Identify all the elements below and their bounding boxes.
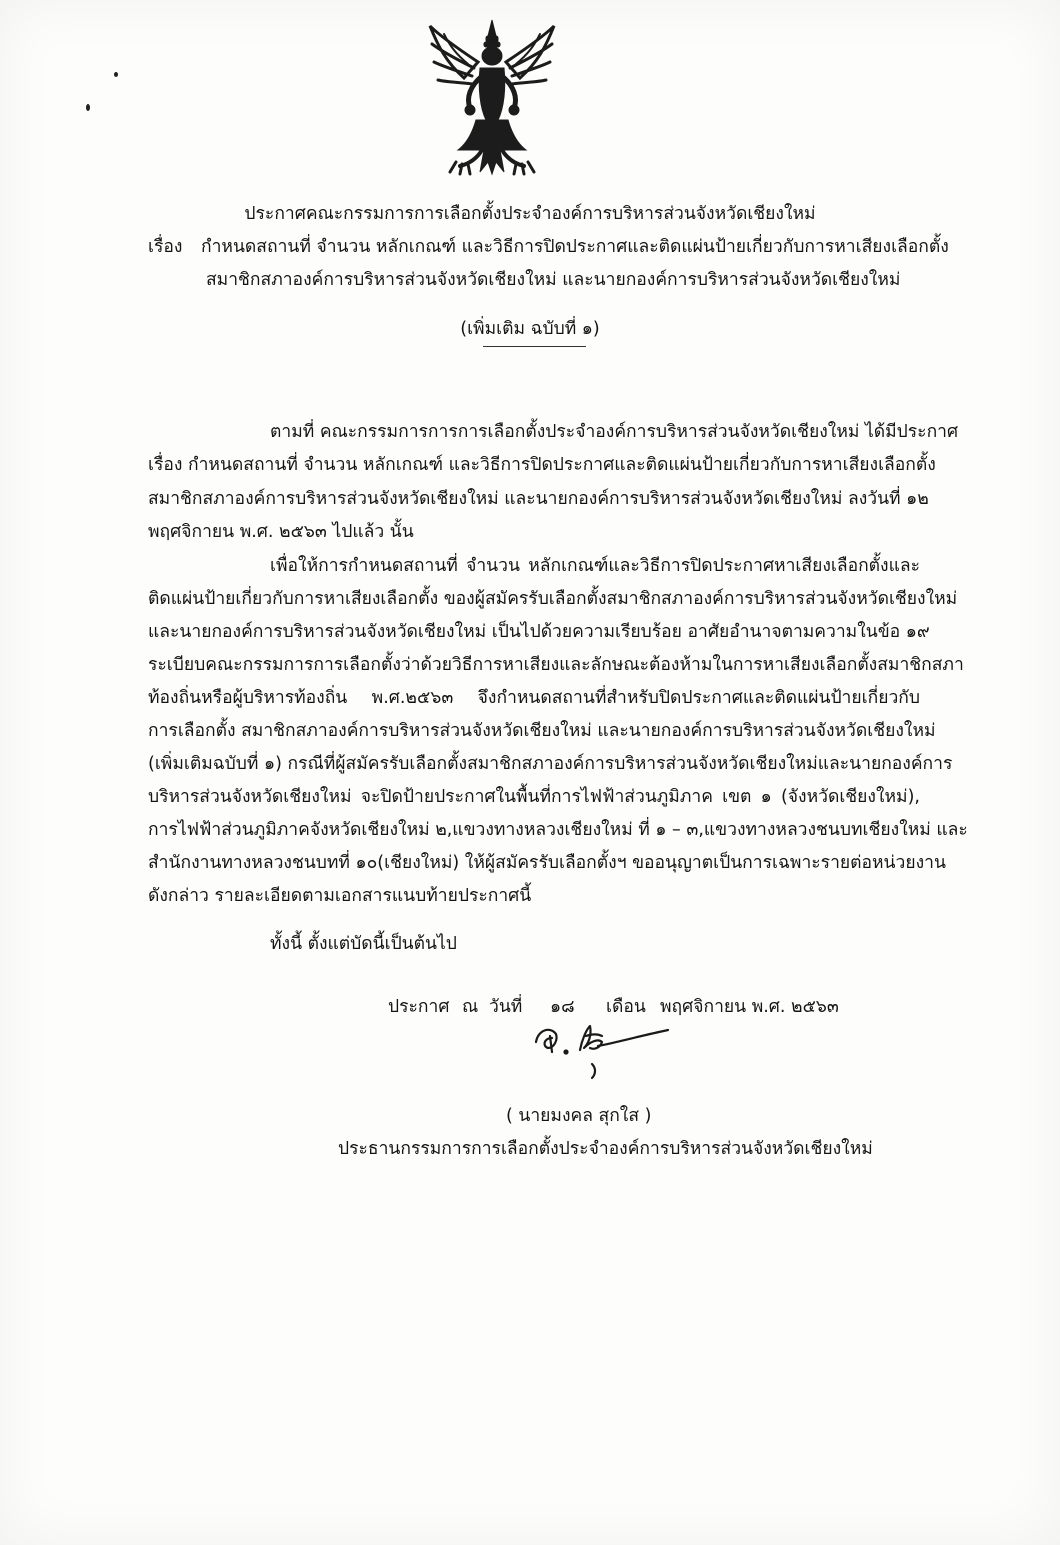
scan-speck: [86, 104, 90, 111]
subject-line-1: กำหนดสถานที่ จำนวน หลักเกณฑ์ และวิธีการปิดประกาศและติดแผ่นป้ายเกี่ยวกับการหาเสียงเลือกตั้ง: [201, 237, 949, 257]
date-month-year: พฤศจิกายน พ.ศ. ๒๕๖๓: [660, 997, 839, 1017]
para2-line: เพื่อให้การกำหนดสถานที่ จำนวน หลักเกณฑ์และวิธีการปิดประกาศหาเสียงเลือกตั้งและ: [270, 556, 920, 576]
date-at: ณ: [462, 997, 479, 1017]
date-announce: ประกาศ: [388, 997, 450, 1017]
garuda-emblem-icon: [424, 16, 560, 176]
para1-line: เรื่อง กำหนดสถานที่ จำนวน หลักเกณฑ์ และวิธีการปิดประกาศและติดแผ่นป้ายเกี่ยวกับการหาเสียงเลือกตั้ง: [148, 455, 936, 475]
para2-line: การไฟฟ้าส่วนภูมิภาคจังหวัดเชียงใหม่ ๒,แขวงทางหลวงเชียงใหม่ ที่ ๑ – ๓,แขวงทางหลวงชนบทเชียงใหม่ และ: [148, 820, 968, 840]
para2-line: ท้องถิ่นหรือผู้บริหารท้องถิ่น พ.ศ.๒๕๖๓ จึงกำหนดสถานที่สำหรับปิดประกาศและติดแผ่นป้ายเกี่ยวกับ: [148, 688, 920, 708]
para1-line: สมาชิกสภาองค์การบริหารส่วนจังหวัดเชียงใหม่ และนายกองค์การบริหารส่วนจังหวัดเชียงใหม่ ลงวันที่ ๑๒: [148, 489, 929, 509]
closing-statement: ทั้งนี้ ตั้งแต่บัดนี้เป็นต้นไป: [270, 934, 457, 954]
para2-line: (เพิ่มเติมฉบับที่ ๑) กรณีที่ผู้สมัครรับเลือกตั้งสมาชิกสภาองค์การบริหารส่วนจังหวัดเชียงใหม่และนายกองค์การ: [148, 754, 953, 774]
handwritten-signature: [528, 1012, 674, 1084]
para2-line: ระเบียบคณะกรรมการการเลือกตั้งว่าด้วยวิธีการหาเสียงและลักษณะต้องห้ามในการหาเสียงเลือกตั้งสมาชิกสภา: [148, 655, 964, 675]
para2-line: สำนักงานทางหลวงชนบทที่ ๑๐(เชียงใหม่) ให้ผู้สมัครรับเลือกตั้งฯ ขออนุญาตเป็นการเฉพาะรายต่อหน่วยงาน: [148, 853, 946, 873]
supplement-number: (เพิ่มเติม ฉบับที่ ๑): [460, 319, 600, 339]
scan-speck: [114, 72, 118, 77]
date-month-label: เดือน: [606, 997, 646, 1017]
signatory-name: ( นายมงคล สุกใส ): [506, 1106, 652, 1126]
subject-line-2: สมาชิกสภาองค์การบริหารส่วนจังหวัดเชียงใหม่ และนายกองค์การบริหารส่วนจังหวัดเชียงใหม่: [206, 270, 901, 290]
para2-line: ดังกล่าว รายละเอียดตามเอกสารแนบท้ายประกาศนี้: [148, 886, 532, 906]
title-divider: [483, 346, 586, 347]
para2-line: บริหารส่วนจังหวัดเชียงใหม่ จะปิดป้ายประกาศในพื้นที่การไฟฟ้าส่วนภูมิภาค เขต ๑ (จังหวัดเชียงใหม่),: [148, 787, 920, 807]
para2-line: และนายกองค์การบริหารส่วนจังหวัดเชียงใหม่ เป็นไปด้วยความเรียบร้อย อาศัยอำนาจตามความในข้อ ๑๙: [148, 622, 930, 642]
signatory-position: ประธานกรรมการการเลือกตั้งประจำองค์การบริหารส่วนจังหวัดเชียงใหม่: [338, 1139, 873, 1159]
para2-line: การเลือกตั้ง สมาชิกสภาองค์การบริหารส่วนจังหวัดเชียงใหม่ และนายกองค์การบริหารส่วนจังหวัดเชียงใหม่: [148, 721, 936, 741]
date-day: ๑๘: [550, 997, 575, 1017]
date-day-label: วันที่: [489, 997, 523, 1017]
subject-label: เรื่อง: [148, 237, 183, 257]
para2-line: ติดแผ่นป้ายเกี่ยวกับการหาเสียงเลือกตั้ง ของผู้สมัครรับเลือกตั้งสมาชิกสภาองค์การบริหารส่วนจังหวัดเชียงใหม่: [148, 589, 958, 609]
page-title: ประกาศคณะกรรมการการเลือกตั้งประจำองค์การบริหารส่วนจังหวัดเชียงใหม่: [244, 204, 816, 224]
para1-line: ตามที่ คณะกรรมการการการเลือกตั้งประจำองค์การบริหารส่วนจังหวัดเชียงใหม่ ได้มีประกาศ: [270, 422, 959, 442]
para1-line: พฤศจิกายน พ.ศ. ๒๕๖๓ ไปแล้ว นั้น: [148, 522, 414, 542]
